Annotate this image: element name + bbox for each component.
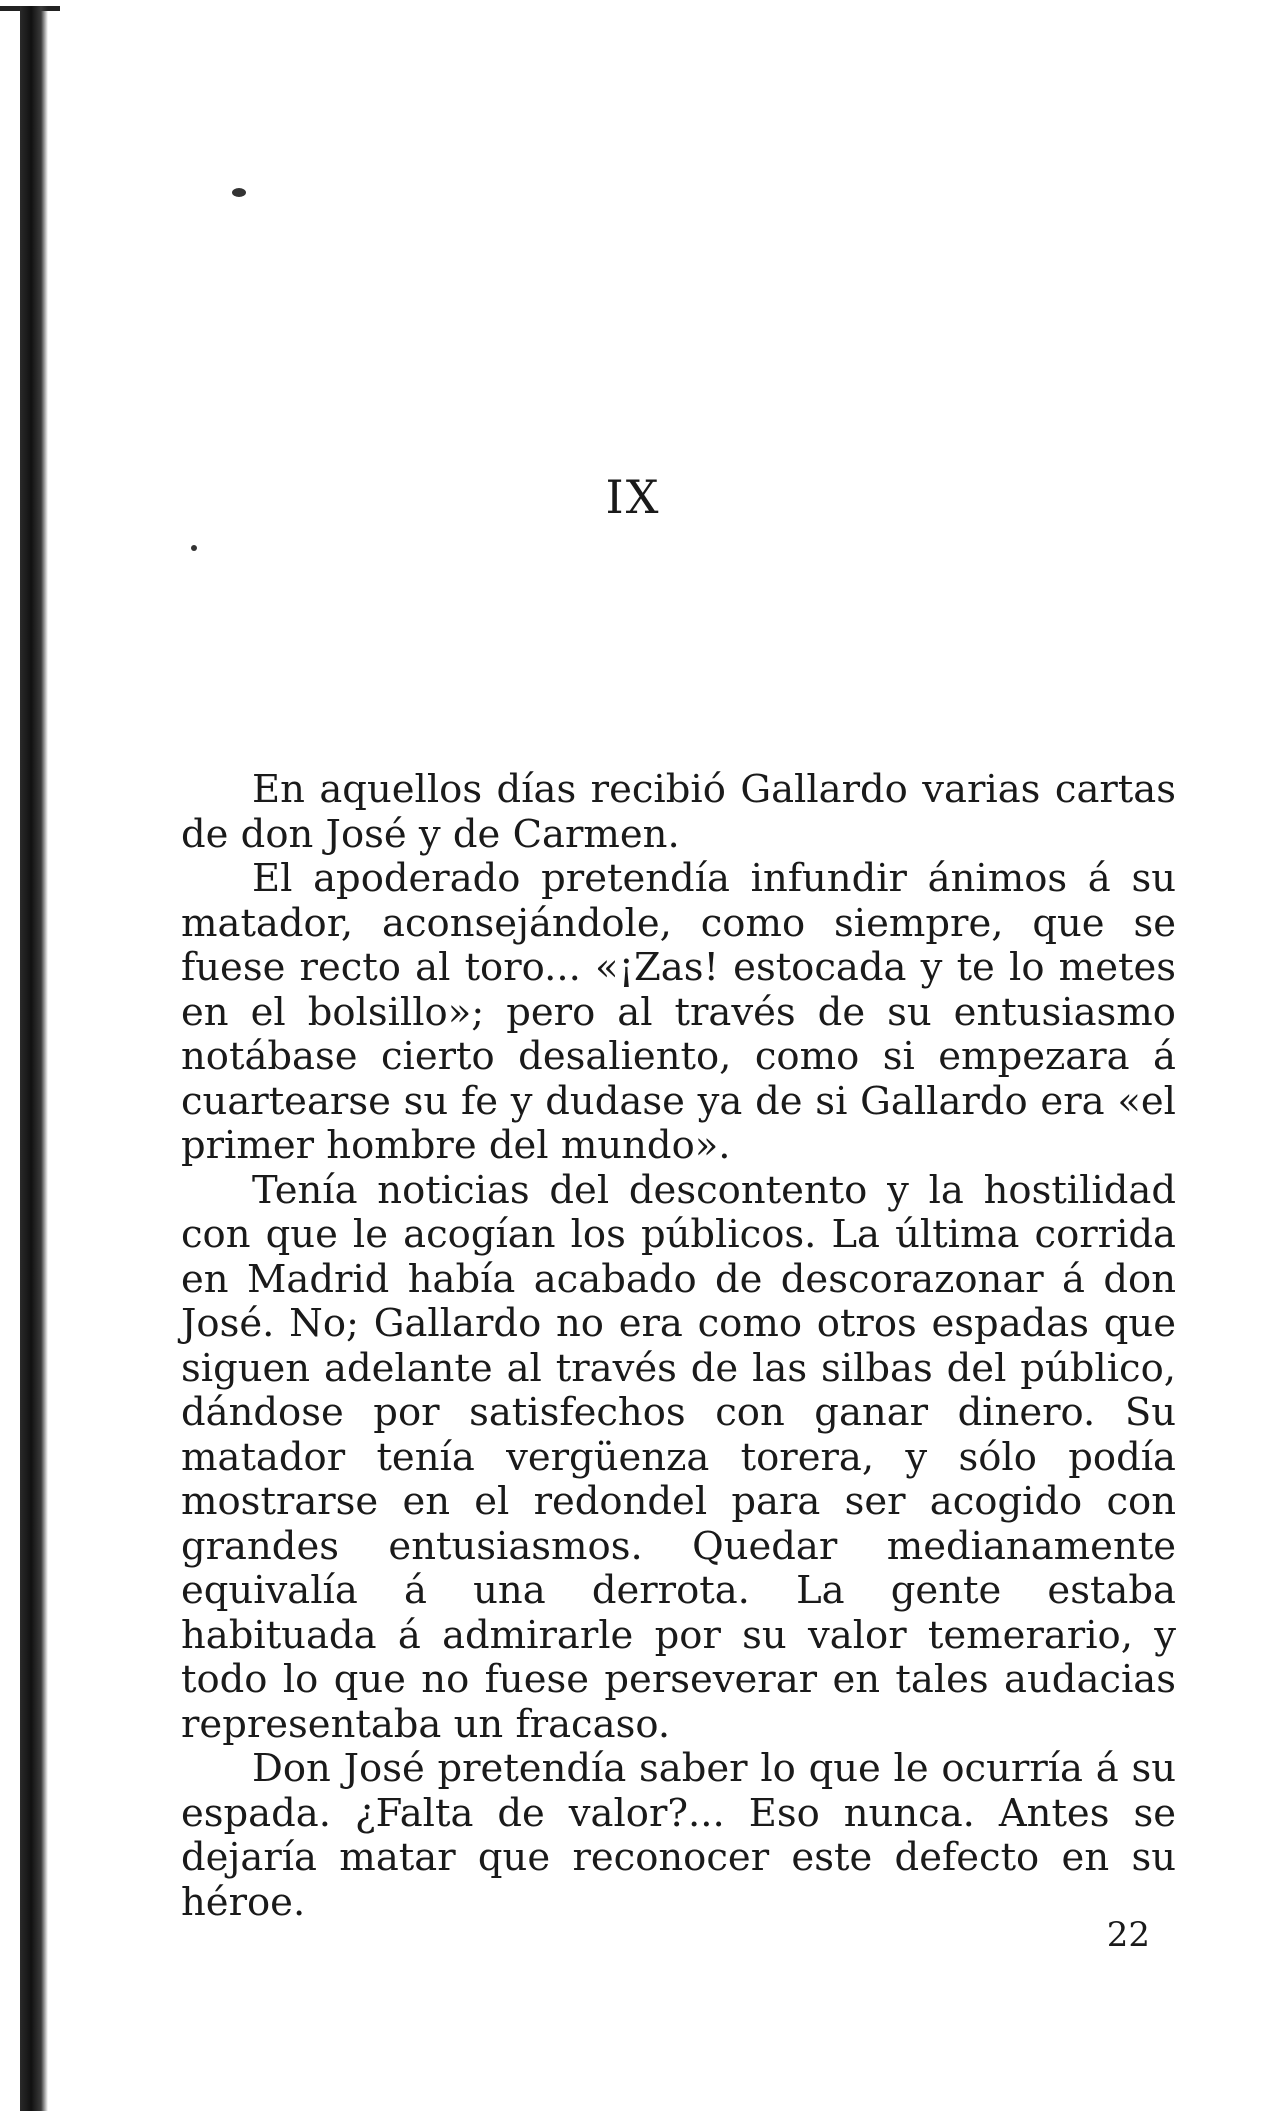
chapter-heading: IX [605, 470, 661, 524]
ink-speck [191, 545, 197, 551]
page-number: 22 [1106, 1915, 1150, 1955]
body-text [181, 768, 1176, 1925]
ink-speck [232, 188, 246, 197]
paragraph: En aquellos días recibió Gallardo varias cartas de don José y de Carmen. [181, 767, 1176, 857]
paragraph: Don José pretendía saber lo que le ocurría á su espada. ¿Falta de valor?... Eso nunca. Antes se dejaría matar que reconocer este defecto en su héroe. [181, 1746, 1176, 1925]
paragraph: Tenía noticias del descontento y la hostilidad con que le acogían los públicos. La última corrida en Madrid había acabado de descorazonar á don José. No; Gallardo no era como otros espadas que siguen adelante al través de las silbas del público, dándose por satisfechos con ganar dinero. Su matador tenía vergüenza torera, y sólo podía mostrarse en el redondel para ser acogido con grandes entusiasmos. Quedar medianamente equivalía á una derrota. La gente estaba habituada á admirarle por su valor temerario, y todo lo que no fuese perseverar en tales audacias representaba un fracaso. [181, 1167, 1176, 1747]
paragraph: El apoderado pretendía infundir ánimos á su matador, aconsejándole, como siempre, que se fuese recto al toro... «¡Zas! estocada y te lo metes en el bolsillo»; pero al través de su entusiasmo notábase cierto desaliento, como si empezara á cuartearse su fe y dudase ya de si Gallardo era «el primer hombre del mundo». [181, 856, 1176, 1168]
binding-edge [20, 6, 48, 2111]
